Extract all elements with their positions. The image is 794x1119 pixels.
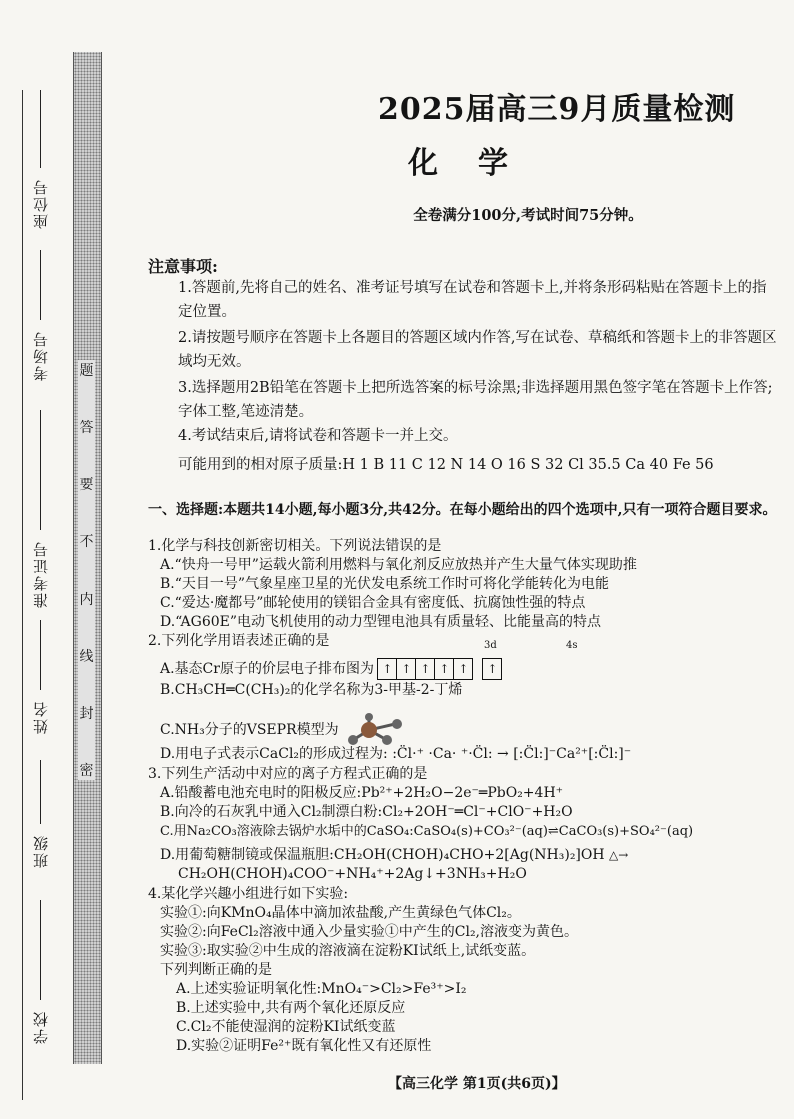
seal-char: 答 — [79, 420, 94, 437]
subject-title: 化学 — [408, 146, 548, 181]
vsepr-model-icon — [343, 712, 413, 748]
section-heading: 一、选择题:本题共14小题,每小题3分,共42分。在每小题给出的四个选项中,只有一项符合题目要求。 — [148, 502, 777, 518]
q3-option-a: A.铅酸蓄电池充电时的阳极反应:Pb²⁺+2H₂O−2e⁻═PbO₂+4H⁺ — [160, 785, 564, 801]
atomic-masses: 可能用到的相对原子质量:H 1 B 11 C 12 N 14 O 16 S 32 Cl 35.5 Ca 40 Fe 56 — [178, 457, 714, 473]
orbital-box: ↑ — [453, 658, 473, 680]
note-item: 1.答题前,先将自己的姓名、准考证号填写在试卷和答题卡上,并将条形码粘贴在答题卡上的指定位置。 — [178, 280, 767, 320]
name-label: 姓名 — [32, 700, 50, 734]
note-item: 4.考试结束后,请将试卷和答题卡一并上交。 — [178, 428, 458, 444]
class-blank — [40, 760, 41, 824]
name-blank — [40, 620, 41, 690]
q1-option-a: A.“快舟一号甲”运载火箭利用燃料与氧化剂反应放热并产生大量气体实现助推 — [160, 557, 637, 573]
q2-option-d — [160, 745, 631, 764]
q2-option-c — [160, 712, 413, 748]
seal-char: 不 — [79, 534, 94, 551]
seal-char: 线 — [79, 648, 94, 665]
q2-option-b: B.CH₃CH═C(CH₃)₂的化学名称为3-甲基-2-丁烯 — [160, 682, 463, 698]
q3-option-b: B.向冷的石灰乳中通入Cl₂制漂白粉:Cl₂+2OH⁻═Cl⁻+ClO⁻+H₂O — [160, 804, 573, 820]
seal-char: 密 — [79, 762, 94, 779]
heat-arrow: △→ — [609, 848, 629, 862]
class-label: 班级 — [32, 834, 50, 868]
orbital-box: ↑ — [415, 658, 435, 680]
q4-option-d: D.实验②证明Fe²⁺既有氧化性又有还原性 — [176, 1038, 432, 1054]
seat-number-label: 座位号 — [32, 178, 50, 229]
orbital-box: ↑ — [482, 658, 502, 680]
q3-option-d-products: CH₂OH(CHOH)₄COO⁻+NH₄⁺+2Ag↓+3NH₃+H₂O — [178, 866, 527, 882]
q2-option-c-text: C.NH₃分子的VSEPR模型为 — [160, 722, 339, 738]
q4-experiment-1: 实验①:向KMnO₄晶体中滴加浓盐酸,产生黄绿色气体Cl₂。 — [160, 905, 521, 921]
q4-experiment-2: 实验②:向FeCl₂溶液中通入少量实验①中产生的Cl₂,溶液变为黄色。 — [160, 924, 579, 940]
q2-option-a — [160, 658, 502, 680]
q4-option-a: A.上述实验证明氧化性:MnO₄⁻>Cl₂>Fe³⁺>I₂ — [176, 981, 467, 997]
q4-experiment-3: 实验③:取实验②中生成的溶液滴在淀粉KI试纸上,试纸变蓝。 — [160, 943, 536, 959]
electron-formula: :C̈l·⁺ ·Ca· ⁺·C̈l: → [:C̈l:]⁻Ca²⁺[:C̈l:]⁻ — [392, 746, 632, 762]
question-1-stem: 1.化学与科技创新密切相关。下列说法错误的是 — [148, 538, 442, 554]
note-item: 3.选择题用2B铅笔在答题卡上把所选答案的标号涂黑;非选择题用黑色签字笔在答题卡上作答;字体工整,笔迹清楚。 — [178, 380, 773, 420]
exam-room-blank — [40, 250, 41, 320]
orbital-diagram — [378, 658, 502, 680]
school-blank — [40, 900, 41, 1000]
full-score-note: 全卷满分100分,考试时间75分钟。 — [413, 207, 643, 224]
orbital-label-3d: 3d — [484, 640, 497, 651]
q1-option-d: D.“AG60E”电动飞机使用的动力型锂电池具有质量轻、比能量高的特点 — [160, 614, 602, 630]
q1-option-b: B.“天目一号”气象星座卫星的光伏发电系统工作时可将化学能转化为电能 — [160, 576, 610, 592]
q4-option-c: C.Cl₂不能使湿润的淀粉KI试纸变蓝 — [176, 1019, 396, 1035]
q4-option-b: B.上述实验中,共有两个氧化还原反应 — [176, 1000, 406, 1016]
q3-option-d — [160, 846, 628, 865]
q3-option-d-text: D.用葡萄糖制镜或保温瓶胆:CH₂OH(CHOH)₄CHO+2[Ag(NH₃)₂]OH — [160, 847, 605, 863]
orbital-box: ↑ — [377, 658, 397, 680]
binding-margin-line — [22, 90, 23, 1100]
seal-text — [78, 360, 95, 780]
seal-char: 题 — [79, 363, 94, 379]
exam-title: 2025届高三9月质量检测 — [378, 92, 736, 127]
orbital-box: ↑ — [434, 658, 454, 680]
seal-char: 内 — [79, 591, 94, 608]
question-2-stem: 2.下列化学用语表述正确的是 — [148, 633, 330, 649]
question-3-stem: 3.下列生产活动中对应的离子方程式正确的是 — [148, 766, 428, 782]
ticket-number-label: 准考证号 — [32, 540, 50, 608]
ticket-number-blank — [40, 410, 41, 530]
page-footer: 【高三化学 第1页(共6页)】 — [388, 1076, 566, 1092]
q2-option-a-text: A.基态Cr原子的价层电子排布图为 — [160, 661, 374, 677]
orbital-label-4s: 4s — [566, 640, 578, 651]
seat-number-blank — [40, 90, 41, 168]
note-item: 2.请按题号顺序在答题卡上各题目的答题区域内作答,写在试卷、草稿纸和答题卡上的非答题区域均无效。 — [178, 330, 777, 370]
heat-mark: △ — [609, 848, 619, 862]
seal-char: 封 — [79, 705, 94, 722]
q2-option-d-text: D.用电子式表示CaCl₂的形成过程为: — [160, 746, 388, 762]
orbital-box: ↑ — [396, 658, 416, 680]
q1-option-c: C.“爱达·魔都号”邮轮使用的镁铝合金具有密度低、抗腐蚀性强的特点 — [160, 595, 586, 611]
school-label: 学校 — [32, 1010, 50, 1044]
q4-prompt: 下列判断正确的是 — [160, 962, 272, 978]
q3-option-c: C.用Na₂CO₃溶液除去锅炉水垢中的CaSO₄:CaSO₄(s)+CO₃²⁻(aq)⇌CaCO₃(s)+SO₄²⁻(aq) — [160, 824, 694, 839]
exam-room-label: 考场号 — [32, 330, 50, 381]
seal-char: 要 — [79, 477, 94, 494]
notes-heading: 注意事项: — [148, 257, 218, 276]
question-4-stem: 4.某化学兴趣小组进行如下实验: — [148, 886, 349, 902]
